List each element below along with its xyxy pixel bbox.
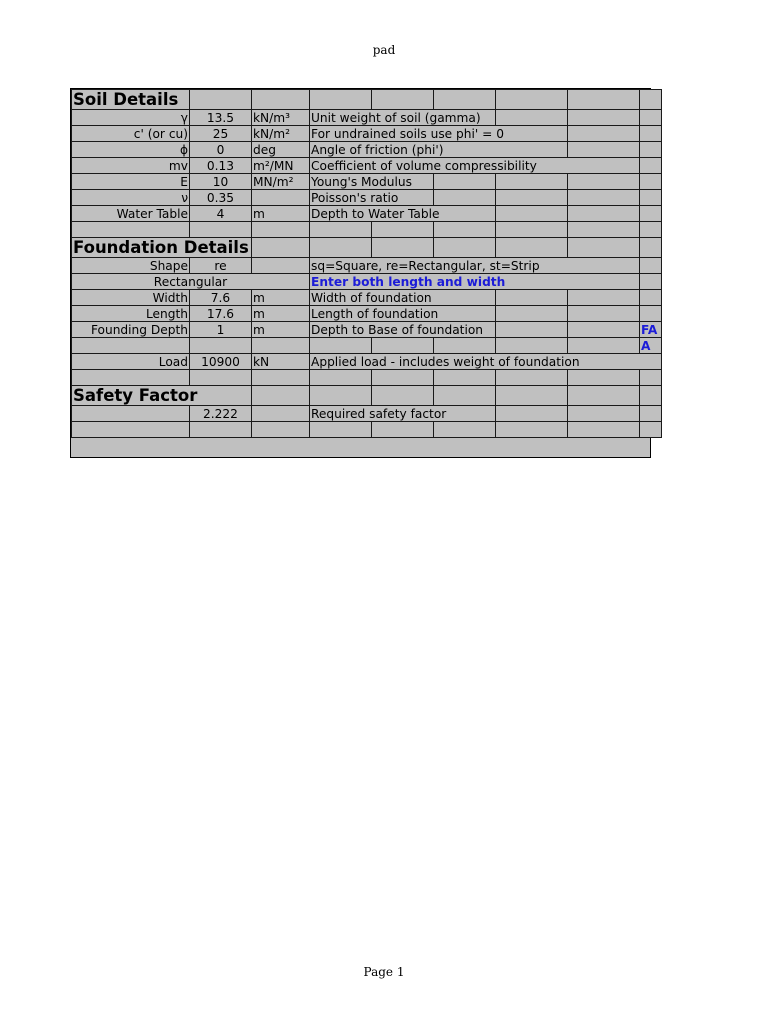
description-cell: Depth to Base of foundation [310,322,496,338]
label-cell: γ [72,110,190,126]
foundation-row-length [72,306,662,322]
soil-section-row [72,90,662,110]
unit-cell: m [252,290,310,306]
safety-factor-value[interactable]: 2.222 [190,406,252,422]
shape-name-cell: Rectangular [72,274,310,290]
description-cell: sq=Square, re=Rectangular, st=Strip [310,258,640,274]
unit-cell [252,190,310,206]
spreadsheet [70,88,658,458]
value-cell[interactable]: re [190,258,252,274]
empty-row [72,370,662,386]
unit-cell: m [252,306,310,322]
soil-foundation-table [71,89,662,438]
soil-section-title: Soil Details [72,90,190,110]
label-cell: Load [72,354,190,370]
value-cell[interactable]: 13.5 [190,110,252,126]
foundation-row-blank [72,338,662,354]
value-cell[interactable]: 25 [190,126,252,142]
value-cell[interactable]: 10 [190,174,252,190]
foundation-row-load [72,354,662,370]
description-cell: Depth to Water Table [310,206,496,222]
unit-cell: m²/MN [252,158,310,174]
soil-row-mv [72,158,662,174]
description-cell: Coefficient of volume compressibility [310,158,640,174]
label-cell: Founding Depth [72,322,190,338]
description-cell: For undrained soils use phi' = 0 [310,126,568,142]
foundation-row-width [72,290,662,306]
label-cell: E [72,174,190,190]
unit-cell: m [252,206,310,222]
safety-row [72,406,662,422]
label-cell: Shape [72,258,190,274]
value-cell[interactable]: 0 [190,142,252,158]
value-cell[interactable]: 0.13 [190,158,252,174]
page-footer: Page 1 [363,965,405,979]
foundation-row-shape-name [72,274,662,290]
foundation-row-founding-depth [72,322,662,338]
value-cell[interactable]: 10900 [190,354,252,370]
description-cell: Angle of friction (phi') [310,142,568,158]
soil-row-nu [72,190,662,206]
unit-cell: kN/m² [252,126,310,142]
description-cell: Young's Modulus [310,174,434,190]
label-cell: Length [72,306,190,322]
value-cell[interactable]: 1 [190,322,252,338]
shape-note-cell: Enter both length and width [310,274,640,290]
unit-cell: MN/m² [252,174,310,190]
unit-cell: kN [252,354,310,370]
unit-cell: deg [252,142,310,158]
foundation-row-shape [72,258,662,274]
value-cell[interactable]: 17.6 [190,306,252,322]
label-cell: c' (or cu) [72,126,190,142]
soil-row-phi [72,142,662,158]
label-cell: Width [72,290,190,306]
description-cell: Unit weight of soil (gamma) [310,110,496,126]
unit-cell: m [252,322,310,338]
safety-section-row [72,386,662,406]
label-cell: ϕ [72,142,190,158]
unit-cell: kN/m³ [252,110,310,126]
description-cell: Width of foundation [310,290,496,306]
foundation-section-row [72,238,662,258]
soil-row-cohesion [72,126,662,142]
description-cell: Applied load - includes weight of foundation [310,354,662,370]
empty-row [72,222,662,238]
value-cell[interactable]: 0.35 [190,190,252,206]
label-cell: mv [72,158,190,174]
safety-section-title: Safety Factor [72,386,252,406]
soil-row-gamma [72,110,662,126]
description-cell: Required safety factor [310,406,496,422]
side-note-cell: FA [640,322,662,338]
side-note-cell: A [640,338,662,354]
foundation-section-title: Foundation Details [72,238,252,258]
value-cell[interactable]: 7.6 [190,290,252,306]
description-cell: Length of foundation [310,306,496,322]
label-cell: ν [72,190,190,206]
soil-row-water-table [72,206,662,222]
page-header: pad [372,43,396,57]
description-cell: Poisson's ratio [310,190,434,206]
empty-row [72,422,662,438]
value-cell[interactable]: 4 [190,206,252,222]
label-cell: Water Table [72,206,190,222]
soil-row-e [72,174,662,190]
